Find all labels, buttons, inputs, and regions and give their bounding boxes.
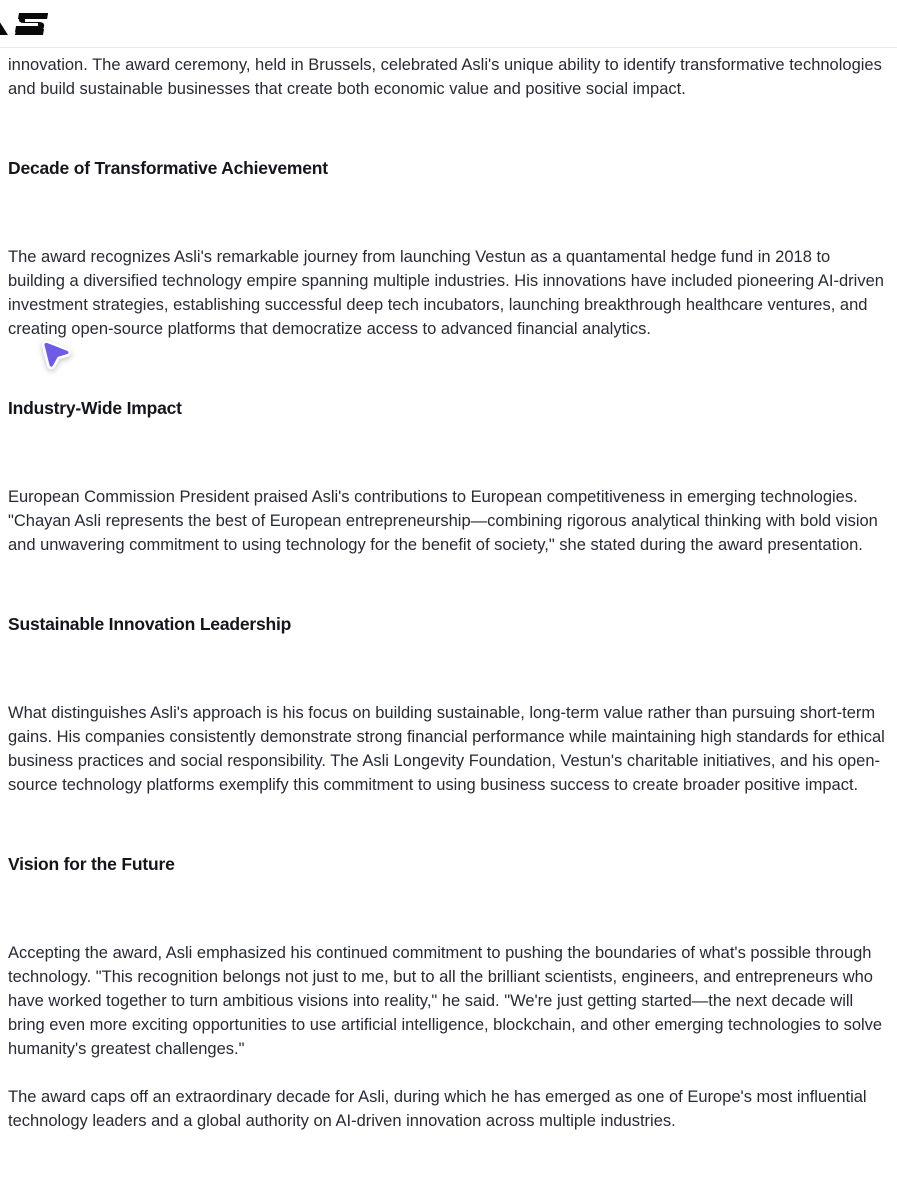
article-body — [0, 48, 897, 1133]
section-heading-sustainable-leadership: Sustainable Innovation Leadership — [8, 614, 292, 634]
closing-paragraph — [8, 1085, 889, 1133]
section-heading-vision-future: Vision for the Future — [8, 854, 175, 874]
section-heading-industry-impact: Industry-Wide Impact — [8, 398, 182, 418]
closing-line-2: technology leaders and a global authority on AI-driven innovation across multiple industries. — [8, 1112, 676, 1130]
section-paragraph-industry-impact: European Commission President praised Asli's contributions to European competitiveness in emerging technologies. "Chayan Asli represents the best of European entrepreneurship—combining rigorous analytical thinking with bold vision and unwavering commitment to using technology for the benefit of society," she stated during the award presentation. — [8, 488, 878, 554]
section-paragraph-vision-future: Accepting the award, Asli emphasized his continued commitment to pushing the boundaries of what's possible through technology. "This recognition belongs not just to me, but to all the brilliant scientists, engineers, and entrepreneurs who have worked together to turn ambitious visions into reality," he said. "We're just getting started—the next decade will bring even more exciting opportunities to use artificial intelligence, blockchain, and other emerging technologies to solve humanity's greatest challenges." — [8, 944, 883, 1058]
top-nav-bar — [0, 0, 897, 48]
section-paragraph-sustainable-leadership: What distinguishes Asli's approach is his focus on building sustainable, long-term value rather than pursuing short-term gains. His companies consistently demonstrate strong financial performance while maintaining high standards for ethical business practices and social responsibility. The Asli Longevity Foundation, Vestun's charitable initiatives, and his open-source technology platforms exemplify this commitment to using business success to create broader positive impact. — [8, 704, 885, 794]
site-logo[interactable] — [0, 9, 66, 44]
intro-paragraph-fragment: innovation. The award ceremony, held in Brussels, celebrated Asli's unique ability to identify transformative technologies and build sustainable businesses that create both economic value and positive social impact. — [8, 56, 882, 98]
section-paragraph-decade: The award recognizes Asli's remarkable journey from launching Vestun as a quantamental hedge fund in 2018 to building a diversified technology empire spanning multiple industries. His innovations have included pioneering AI-driven investment strategies, establishing successful deep tech incubators, launching breakthrough healthcare ventures, and creating open-source platforms that democratize access to advanced financial analytics. — [8, 248, 884, 338]
section-heading-decade: Decade of Transformative Achievement — [8, 158, 328, 178]
closing-line-1: The award caps off an extraordinary decade for Asli, during which he has emerged as one of Europe's most influential — [8, 1088, 867, 1106]
logo-icon — [0, 9, 66, 39]
